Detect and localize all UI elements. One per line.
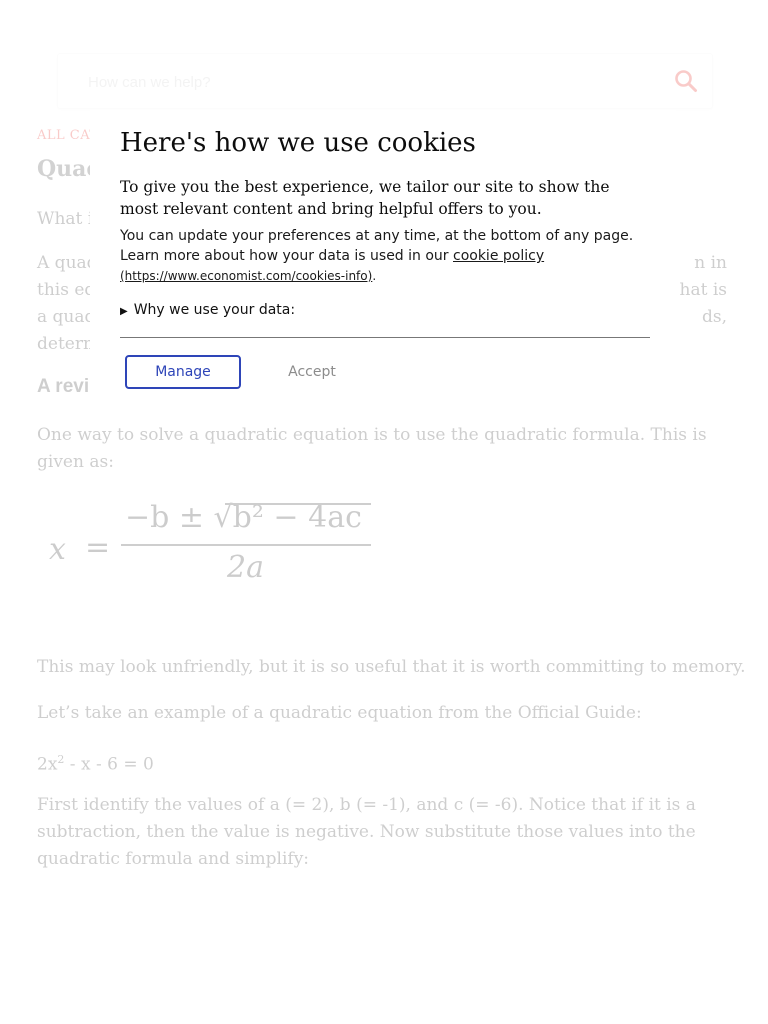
cookie-policy-url[interactable]: (https://www.economist.com/cookies-info)	[120, 269, 373, 283]
why-we-use-data-toggle[interactable]	[120, 302, 295, 318]
cookie-title: Here's how we use cookies	[120, 128, 476, 158]
cookie-lead: To give you the best experience, we tailor our site to show the most relevant content and bring helpful offers to you.	[120, 178, 610, 218]
disclosure-triangle-icon: ▶	[120, 306, 128, 317]
cookie-policy-link[interactable]: cookie policy	[453, 248, 545, 264]
divider	[120, 337, 650, 338]
cookie-body	[120, 226, 655, 286]
accept-button[interactable]: Accept	[276, 357, 348, 387]
manage-button[interactable]: Manage	[125, 355, 241, 389]
cookie-dialog	[90, 110, 676, 406]
cookie-url-suffix: .	[372, 269, 377, 283]
why-we-use-data-label: Why we use your data:	[133, 302, 296, 318]
cookie-body-text: You can update your preferences at any time, at the bottom of any page. Learn more about how your data is used in our	[120, 228, 634, 264]
